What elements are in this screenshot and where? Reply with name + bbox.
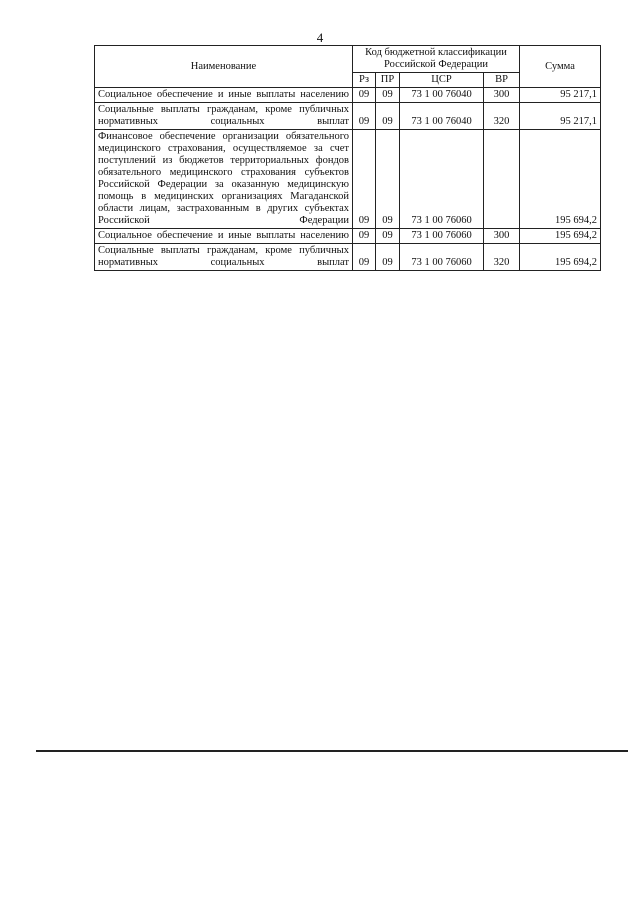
row-pr: 09 xyxy=(376,103,400,130)
header-csr: ЦСР xyxy=(400,73,484,88)
bottom-divider xyxy=(36,750,628,752)
row-pr: 09 xyxy=(376,244,400,271)
row-vr xyxy=(484,130,520,229)
header-name: Наименование xyxy=(95,46,353,88)
header-rz: Рз xyxy=(353,73,376,88)
row-name: Финансовое обеспечение организации обязательного медицинского страхования, осуществляемое за счет поступлений из бюджетов территориальных фондов обязательного медицинского страхования субъектов Российской Федерации за оказанную медицинскую помощь в медицинских организациях Магаданской области лицам, застрахованным в других субъектах Российской Федерации xyxy=(95,130,353,229)
row-rz: 09 xyxy=(353,103,376,130)
row-pr: 09 xyxy=(376,229,400,244)
header-pr: ПР xyxy=(376,73,400,88)
row-csr: 73 1 00 76060 xyxy=(400,229,484,244)
row-csr: 73 1 00 76060 xyxy=(400,244,484,271)
row-rz: 09 xyxy=(353,88,376,103)
row-csr: 73 1 00 76040 xyxy=(400,88,484,103)
row-pr: 09 xyxy=(376,130,400,229)
row-csr: 73 1 00 76040 xyxy=(400,103,484,130)
header-row xyxy=(95,46,601,73)
table-row xyxy=(95,103,601,130)
row-vr: 300 xyxy=(484,88,520,103)
page-number: 4 xyxy=(316,30,324,45)
row-name: Социальное обеспечение и иные выплаты населению xyxy=(95,229,353,244)
table-row xyxy=(95,88,601,103)
row-name: Социальное обеспечение и иные выплаты населению xyxy=(95,88,353,103)
row-sum: 195 694,2 xyxy=(520,244,601,271)
header-code-group: Код бюджетной классификации Российской Федерации xyxy=(353,46,520,73)
table-row xyxy=(95,244,601,271)
row-sum: 95 217,1 xyxy=(520,103,601,130)
header-sum: Сумма xyxy=(520,46,601,88)
header-vr: ВР xyxy=(484,73,520,88)
row-sum: 195 694,2 xyxy=(520,130,601,229)
table-row xyxy=(95,130,601,229)
row-name: Социальные выплаты гражданам, кроме публичных нормативных социальных выплат xyxy=(95,244,353,271)
row-vr: 320 xyxy=(484,244,520,271)
row-pr: 09 xyxy=(376,88,400,103)
row-rz: 09 xyxy=(353,244,376,271)
row-sum: 195 694,2 xyxy=(520,229,601,244)
row-vr: 320 xyxy=(484,103,520,130)
row-csr: 73 1 00 76060 xyxy=(400,130,484,229)
budget-table xyxy=(94,45,601,271)
row-rz: 09 xyxy=(353,229,376,244)
row-name: Социальные выплаты гражданам, кроме публичных нормативных социальных выплат xyxy=(95,103,353,130)
table-row xyxy=(95,229,601,244)
row-vr: 300 xyxy=(484,229,520,244)
row-rz: 09 xyxy=(353,130,376,229)
row-sum: 95 217,1 xyxy=(520,88,601,103)
